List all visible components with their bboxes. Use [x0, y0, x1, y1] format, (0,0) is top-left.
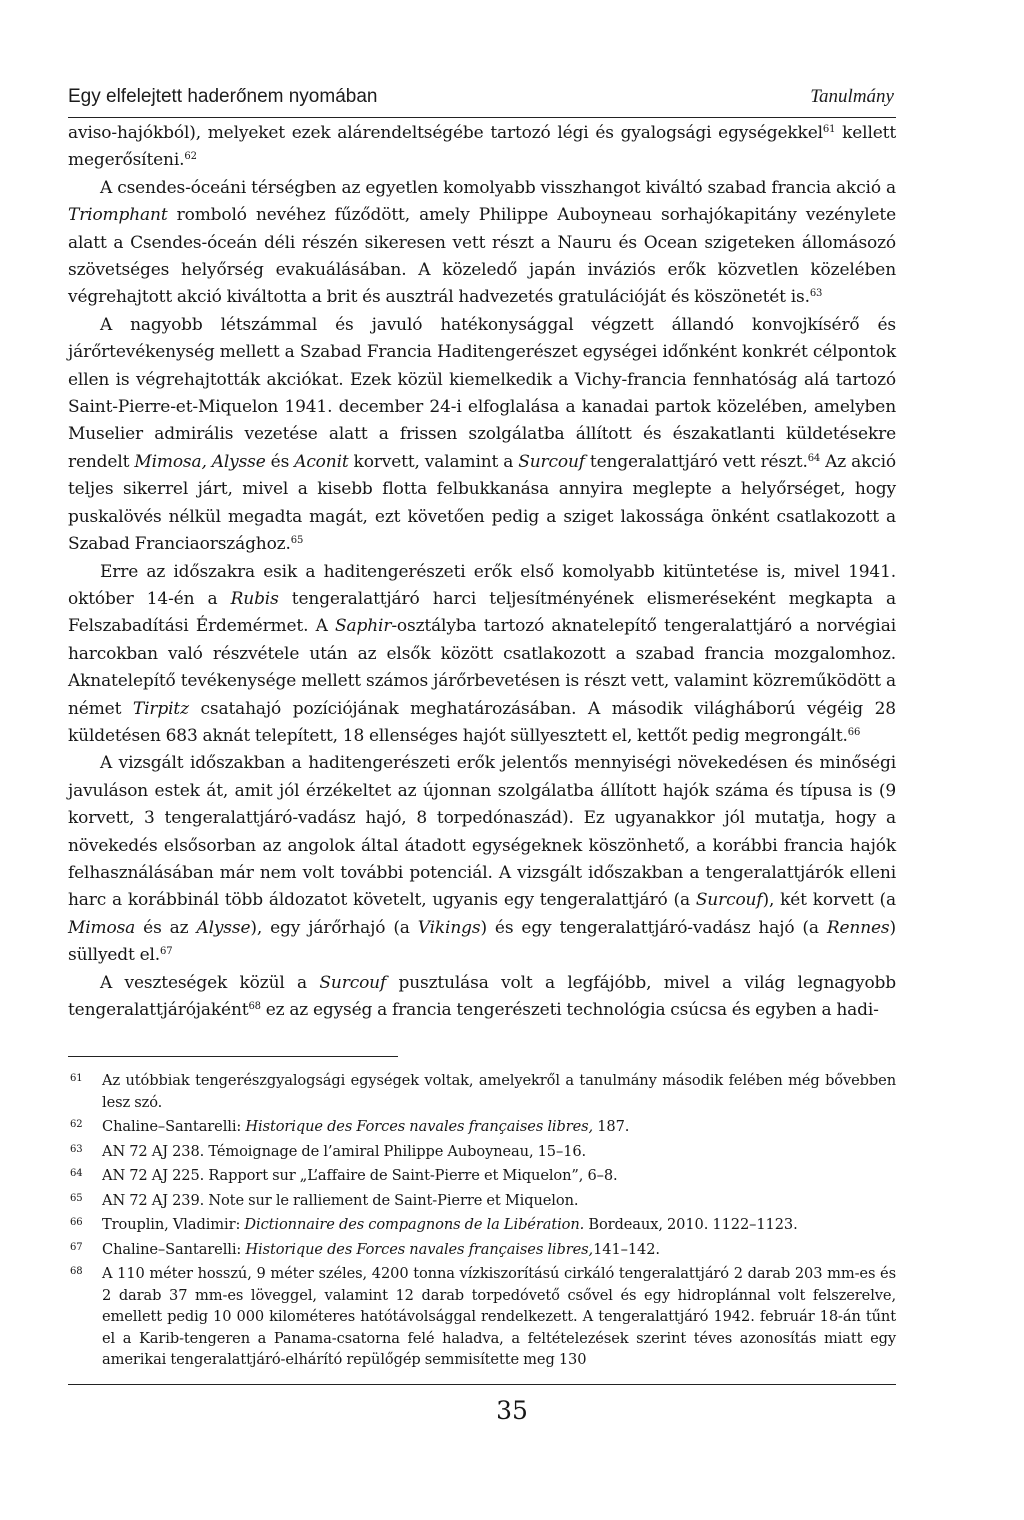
italic-text: Mimosa — [68, 917, 136, 938]
footnote — [68, 1190, 896, 1212]
footnote-number: 67 — [70, 1241, 83, 1253]
footnote-divider — [68, 1056, 398, 1057]
paragraph — [68, 559, 896, 751]
text-run: Bordeaux, 2010. 1122–1123. — [584, 1216, 798, 1233]
text-run: Chaline–Santarelli: — [102, 1118, 246, 1135]
text-run: -osztályba tartozó aknatelepítő tengeralattjáró a norvégiai harcokban való részvétele után az elsők között csatlakozott a szabad francia mozgalomhoz. Aknatelepítő tevékenysége mellett számos járőrbevetésen is részt vett, valamint közreműködött a német — [68, 616, 896, 719]
paragraph — [68, 970, 896, 1025]
bottom-divider — [68, 1384, 896, 1385]
italic-text: Surcouf — [319, 972, 387, 993]
text-run: csatahajó pozíciójának meghatározásában. A második világháború végéig 28 küldetésen 683 aknát telepített, 18 ellenséges hajót süllyesztett el, kettőt pedig megrongált. — [68, 698, 896, 746]
footnote-reference: 64 — [807, 452, 821, 464]
text-run: A nagyobb létszámmal és javuló hatékonysággal végzett állandó konvojkísérő és járőrtevékenység mellett a Szabad Francia Haditengerészet egységei időnként konkrét célpontok ellen is végrehajtották akciókat. Ezek közül kiemelkedik a Vichy-francia fennhatóság alá tartozó Saint-Pierre-et-Miquelon 1941. december 24-i elfoglalása a kanadai partok közelében, amelyben Muselier admirális vezetése alatt a frissen szolgálatba állított és északatlanti küldetésekre rendelt — [68, 314, 896, 472]
text-run: AN 72 AJ 238. Témoignage de l’amiral Philippe Auboyneau, 15–16. — [102, 1142, 587, 1160]
italic-text: Vikings — [417, 917, 481, 938]
running-header — [68, 86, 894, 108]
text-run: AN 72 AJ 239. Note sur le ralliement de Saint-Pierre et Miquelon. — [102, 1191, 579, 1209]
text-run: romboló nevéhez fűződött, amely Philippe Auboyneau sorhajókapitány vezénylete alatt a Csendes-óceán déli részén sikeresen vett részt a Nauru és Ocean szigeteken állomásozó szövetséges helyőrség evakuálásában. A közeledő japán inváziós erők közvetlen közelében végrehajtott akció kiváltotta a brit és ausztrál hadvezetés gratulációját és köszönetét is. — [68, 205, 896, 308]
footnote-reference: 67 — [160, 946, 173, 958]
text-run: pusztulása volt a legfájóbb, mivel a világ legnagyobb tengeralattjárójaként — [68, 972, 896, 1020]
text-run: ), egy járőrhajó (a — [250, 917, 418, 938]
footnote-text — [102, 1239, 896, 1261]
text-run: Erre az időszakra esik a haditengerészeti erők első komolyabb kitüntetése is, mivel 1941. október 14-én a — [68, 561, 896, 609]
text-run: Az akció teljes sikerrel járt, mivel a kisebb flotta felbukkanása annyira meglepte a helyőrséget, hogy puskalövés nélkül megadta magát, ezt követően pedig a sziget lakossága önként csatlakozott a Szabad Franciaországhoz. — [68, 451, 896, 555]
footnote-number: 61 — [70, 1073, 83, 1084]
text-run: A csendes-óceáni térségben az egyetlen komolyabb visszhangot kiváltó szabad francia akció a — [100, 177, 896, 198]
footnote — [68, 1116, 896, 1138]
paragraph — [68, 750, 896, 969]
footnote — [68, 1214, 896, 1236]
text-run: korvett, valamint a — [348, 451, 519, 472]
italic-text: Triomphant — [68, 205, 168, 226]
italic-text: Rubis — [230, 588, 279, 609]
text-run: kellett megerősíteni. — [68, 123, 896, 171]
text-run: 187. — [593, 1118, 630, 1135]
footnote-text — [102, 1116, 896, 1138]
footnote-number: 68 — [70, 1266, 83, 1277]
footnote-text — [102, 1141, 896, 1163]
text-run: aviso-hajókból), melyeket ezek alárendeltségébe tartozó légi és gyalogsági egységekkel — [68, 123, 823, 143]
footnote-number: 65 — [70, 1192, 83, 1204]
footnote-reference: 62 — [184, 151, 197, 163]
paragraph — [68, 175, 896, 312]
text-run: Chaline–Santarelli: — [102, 1240, 246, 1258]
footnote-number: 63 — [70, 1143, 83, 1155]
italic-text: Dictionnaire des compagnons de la Libération. — [244, 1216, 585, 1233]
footnote — [68, 1263, 896, 1371]
text-run: és az — [135, 917, 197, 938]
page-number: 35 — [496, 1396, 528, 1425]
footnote-reference: 68 — [248, 1001, 261, 1012]
header-divider — [68, 117, 896, 118]
text-run: és — [265, 451, 295, 472]
body-text — [68, 120, 896, 1024]
footnote-reference: 65 — [290, 535, 304, 547]
footnote — [68, 1165, 896, 1187]
footnote-number: 62 — [70, 1119, 83, 1130]
text-run: AN 72 AJ 225. Rapport sur „L’affaire de Saint-Pierre et Miquelon”, 6–8. — [102, 1167, 618, 1184]
footnotes — [68, 1070, 896, 1374]
footnote-reference: 66 — [847, 726, 861, 738]
footnote-number: 66 — [70, 1217, 83, 1228]
footnote — [68, 1070, 896, 1113]
text-run: tengeralattjáró harci teljesítményének elismeréseként megkapta a Felszabadítási Érdemérmet. A — [68, 588, 896, 637]
footnote-reference: 61 — [822, 124, 836, 135]
text-run: A 110 méter hosszú, 9 méter széles, 4200 tonna vízkiszorítású cirkáló tengeralattjáró 2 darab 203 mm-es és 2 darab 37 mm-es löveggel, valamint 12 darab torpedóvető csővel és egy hidroplánnal volt felszerelve, emellett pedig 10 000 kilométeres hatótávolsággal rendelkezett. A tengeralattjáró 1942. február 18-án tűnt el a Karib-tengeren a Panama-csatorna felé haladva, a feltételezések szerint téves azonosítás miatt egy amerikai tengeralattjáró-elhárító repülőgép semmisítette meg 130 — [102, 1265, 896, 1368]
text-run: 141–142. — [593, 1240, 660, 1258]
italic-text: Saphir — [335, 616, 392, 637]
footnote — [68, 1239, 896, 1261]
paragraph — [68, 120, 896, 175]
italic-text: Surcouf — [518, 451, 585, 472]
italic-text: Tirpitz — [132, 698, 189, 719]
footnote-text — [102, 1190, 896, 1212]
footnote-text — [102, 1165, 896, 1187]
text-run: A vizsgált időszakban a haditengerészeti erők jelentős mennyiségi növekedésen és minőségi javuláson estek át, amit jól érzékeltet az újonnan szolgálatba állított hajók száma és típusa is (9 korvett, 3 tengeralattjáró-vadász hajó, 8 torpedónaszád). Ez ugyanakkor jól mutatja, hogy a növekedés elsősorban az angolok által átadott egységeknek köszönhető, a korábbi francia hajók felhasználásában már nem volt további potenciál. A vizsgált időszakban a tengeralattjárók elleni harc a korábbinál több áldozatot követelt, ugyanis egy tengeralattjáró (a — [68, 753, 896, 911]
footnote-text — [102, 1070, 896, 1113]
footnote-number: 64 — [70, 1168, 83, 1179]
footnote-reference: 63 — [809, 288, 823, 300]
footnote-text — [102, 1214, 896, 1236]
text-run: ), két korvett (a — [762, 890, 896, 911]
text-run: A veszteségek közül a — [100, 972, 320, 993]
text-run: ) süllyedt el. — [68, 917, 896, 966]
italic-text: Aconit — [294, 451, 349, 472]
italic-text: Historique des Forces navales françaises libres, — [245, 1118, 594, 1135]
italic-text: Mimosa, Alysse — [134, 451, 266, 472]
text-run: tengeralattjáró vett részt. — [584, 451, 808, 472]
text-run: ez az egység a francia tengerészeti technológia csúcsa és egyben a hadi- — [260, 1000, 879, 1020]
text-run: ) és egy tengeralattjáró-vadász hajó (a — [480, 917, 827, 938]
text-run: Trouplin, Vladimir: — [102, 1216, 245, 1233]
footnote — [68, 1141, 896, 1163]
paragraph — [68, 312, 896, 559]
running-header-title: Egy elfelejtett haderőnem nyomában — [68, 86, 378, 107]
italic-text: Historique des Forces navales françaises libres, — [245, 1240, 594, 1258]
italic-text: Surcouf — [695, 890, 763, 911]
running-header-section: Tanulmány — [810, 86, 894, 107]
text-run: Az utóbbiak tengerészgyalogsági egységek voltak, amelyekről a tanulmány második felében még bővebben lesz szó. — [102, 1072, 896, 1111]
italic-text: Rennes — [826, 917, 890, 938]
italic-text: Alysse — [196, 917, 251, 938]
footnote-text — [102, 1263, 896, 1371]
